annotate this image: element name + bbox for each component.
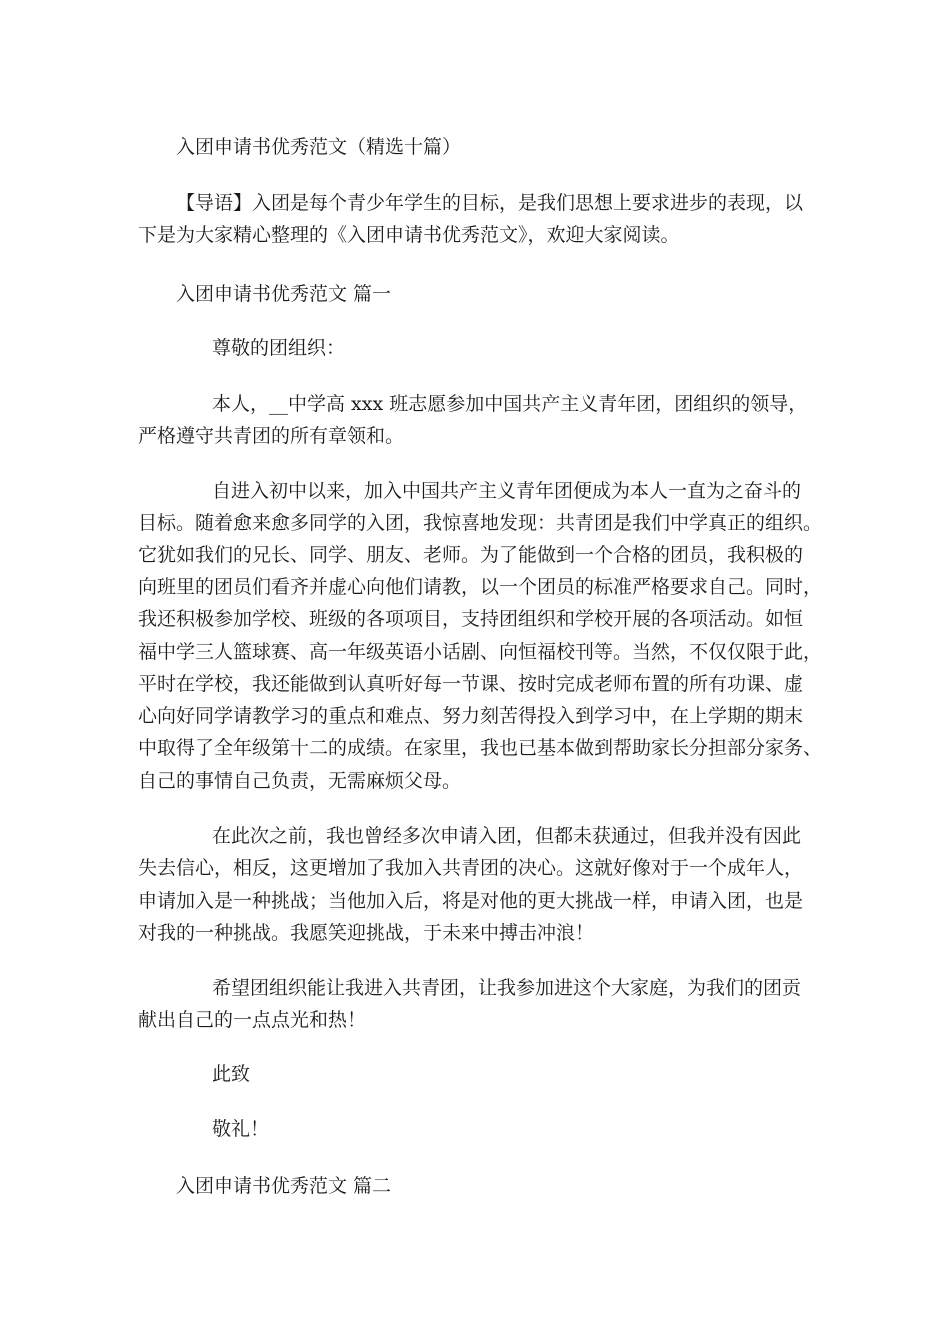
closing-salute: 敬礼！ [212,1118,270,1140]
para4-line-2: 献出自己的一点点光和热！ [138,1009,367,1031]
para2-line-1: 自进入初中以来，加入中国共产主义青年团便成为本人一直为之奋斗的 [212,480,802,502]
para2-line-9: 中取得了全年级第十二的成绩。在家里，我也已基本做到帮助家长分担部分家务、 [138,737,823,759]
salutation: 尊敬的团组织： [212,337,346,359]
section1-heading: 入团申请书优秀范文 篇一 [176,283,392,305]
para3-line-3: 申请加入是一种挑战；当他加入后，将是对他的更大挑战一样，申请入团，也是 [138,890,804,912]
intro-line-1: 【导语】入团是每个青少年学生的目标，是我们思想上要求进步的表现，以 [176,192,804,214]
para2-line-4: 向班里的团员们看齐并虚心向他们请教，以一个团员的标准严格要求自己。同时， [138,576,823,598]
document-title: 入团申请书优秀范文（精选十篇） [176,136,462,158]
para2-line-8: 心向好同学请教学习的重点和难点、努力刻苦得投入到学习中，在上学期的期末 [138,705,804,727]
para2-line-7: 平时在学校，我还能做到认真听好每一节课、按时完成老师布置的所有功课、虚 [138,673,804,695]
closing-regards: 此致 [212,1063,251,1085]
para2-line-10: 自己的事情自己负责，无需麻烦父母。 [138,770,462,792]
para3-line-1: 在此次之前，我也曾经多次申请入团，但都未获通过，但我并没有因此 [212,825,802,847]
para2-line-2: 目标。随着愈来愈多同学的入团，我惊喜地发现：共青团是我们中学真正的组织。 [138,512,823,534]
para1-line-1: 本人，__中学高 xxx 班志愿参加中国共产主义青年团，团组织的领导， [212,393,808,415]
para2-line-6: 福中学三人篮球赛、高一年级英语小话剧、向恒福校刊等。当然，不仅仅限于此， [138,641,823,663]
para3-line-4: 对我的一种挑战。我愿笑迎挑战，于未来中搏击冲浪！ [138,922,595,944]
para1-line-2: 严格遵守共青团的所有章领和。 [138,425,405,447]
para3-line-2: 失去信心，相反，这更增加了我加入共青团的决心。这就好像对于一个成年人， [138,857,804,879]
para4-line-1: 希望团组织能让我进入共青团，让我参加进这个大家庭，为我们的团贡 [212,977,802,999]
para2-line-3: 它犹如我们的兄长、同学、朋友、老师。为了能做到一个合格的团员，我积极的 [138,544,804,566]
section2-heading: 入团申请书优秀范文 篇二 [176,1175,392,1197]
intro-line-2: 下是为大家精心整理的《入团申请书优秀范文》，欢迎大家阅读。 [138,224,680,246]
para2-line-5: 我还积极参加学校、班级的各项项目，支持团组织和学校开展的各项活动。如恒 [138,608,804,630]
